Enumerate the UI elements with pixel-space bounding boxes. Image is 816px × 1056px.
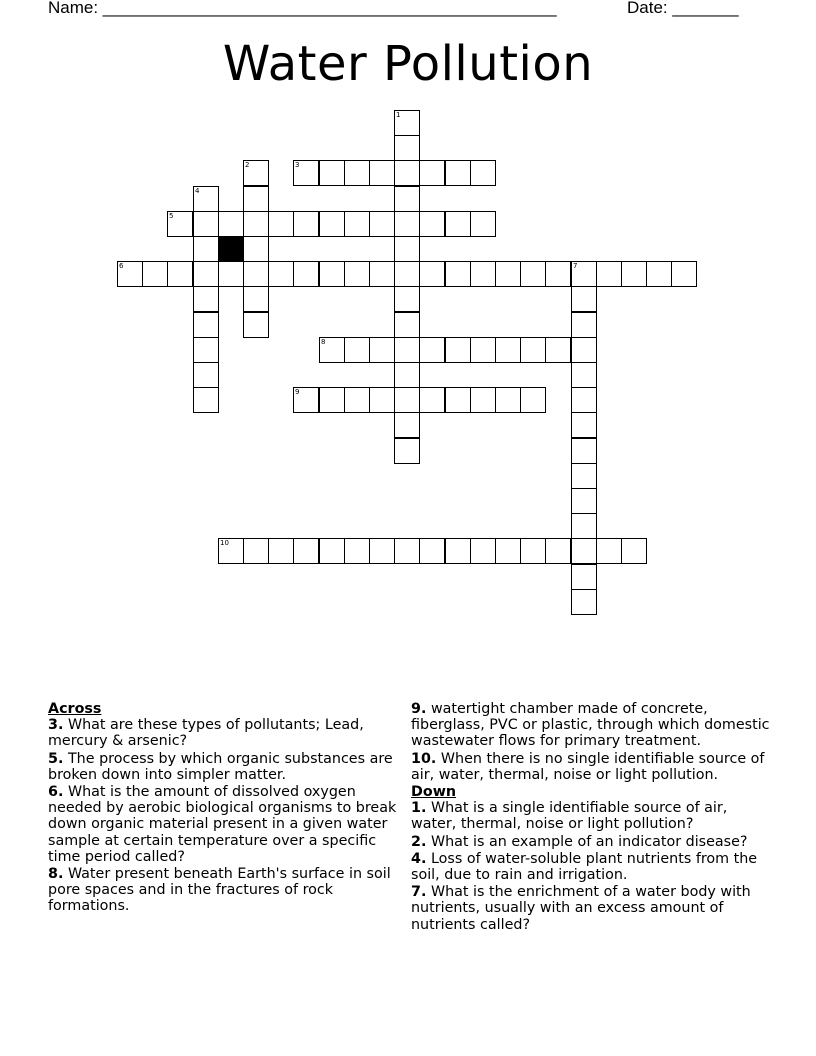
grid-cell[interactable] [394,160,420,186]
grid-cell[interactable] [470,211,496,237]
across-clue-10 [411,751,776,783]
cell-number: 10 [220,539,229,547]
clue-number: 2. [411,833,427,850]
grid-cell[interactable] [621,261,647,287]
grid-cell[interactable] [520,261,546,287]
grid-cell[interactable] [495,538,521,564]
grid-cell[interactable] [571,589,597,615]
grid-cell[interactable] [167,211,193,237]
puzzle-title: Water Pollution [222,36,594,92]
grid-cell[interactable] [369,261,395,287]
grid-cell[interactable] [495,387,521,413]
clue-text: What is an example of an indicator disease? [430,833,748,850]
grid-cell[interactable] [293,160,319,186]
grid-cell[interactable] [571,387,597,413]
grid-cell[interactable] [445,261,471,287]
grid-cell[interactable] [319,160,345,186]
clue-number: 5. [48,750,64,767]
grid-cell[interactable] [268,211,294,237]
grid-cell[interactable] [268,261,294,287]
grid-cell[interactable] [218,211,244,237]
grid-cell[interactable] [344,160,370,186]
grid-cell[interactable] [394,438,420,464]
grid-cell[interactable] [369,211,395,237]
grid-cell[interactable] [293,261,319,287]
clue-text: watertight chamber made of concrete, fiberglass, PVC or plastic, through which domestic wastewater flows for primary treatment. [411,701,770,750]
grid-cell[interactable] [193,362,219,388]
grid-cell[interactable] [268,538,294,564]
clue-text: What is the amount of dissolved oxygen needed by aerobic biological organisms to break down organic material present in a given water sample at certain temperature over a specific time period called? [48,784,397,865]
cell-number: 4 [195,187,200,195]
grid-cell[interactable] [571,362,597,388]
grid-cell[interactable] [394,236,420,262]
clue-text: What is a single identifiable source of air, water, thermal, noise or light pollution? [411,800,728,833]
cell-number: 6 [119,262,124,270]
grid-cell[interactable] [445,160,471,186]
grid-cell[interactable] [243,186,269,212]
grid-cell[interactable] [545,538,571,564]
grid-cell[interactable] [218,538,244,564]
cell-number: 5 [169,212,174,220]
grid-cell[interactable] [520,337,546,363]
grid-cell[interactable] [193,261,219,287]
grid-cell[interactable] [319,211,345,237]
down-heading: Down [411,784,457,801]
grid-cell[interactable] [193,312,219,338]
clue-text: What is the enrichment of a water body with nutrients, usually with an excess amount of nutrients called? [411,884,751,933]
grid-cell[interactable] [243,160,269,186]
grid-cell[interactable] [419,337,445,363]
clues-column-right [411,701,776,934]
grid-cell[interactable] [419,387,445,413]
grid-cell[interactable] [394,362,420,388]
grid-cell[interactable] [470,538,496,564]
grid-cell[interactable] [596,261,622,287]
grid-cell[interactable] [117,261,143,287]
down-clue-2 [411,834,776,850]
grid-cell[interactable] [319,538,345,564]
grid-cell[interactable] [394,538,420,564]
grid-cell[interactable] [470,337,496,363]
grid-cell[interactable] [495,337,521,363]
across-clue-3 [48,717,404,749]
clue-number: 7. [411,884,427,901]
grid-cell[interactable] [470,160,496,186]
cell-number: 9 [295,388,300,396]
grid-cell[interactable] [445,211,471,237]
grid-cell[interactable] [445,538,471,564]
grid-cell[interactable] [243,211,269,237]
grid-cell[interactable] [419,538,445,564]
grid-cell[interactable] [394,412,420,438]
grid-cell[interactable] [394,186,420,212]
grid-cell[interactable] [369,337,395,363]
grid-cell[interactable] [571,337,597,363]
grid-cell[interactable] [319,387,345,413]
grid-cell[interactable] [218,261,244,287]
grid-cell[interactable] [571,412,597,438]
clue-number: 1. [411,800,427,817]
grid-cell[interactable] [571,312,597,338]
grid-cell[interactable] [596,538,622,564]
grid-cell[interactable] [193,211,219,237]
grid-cell[interactable] [445,337,471,363]
grid-cell[interactable] [445,387,471,413]
clue-text: What are these types of pollutants; Lead, mercury & arsenic? [48,717,364,750]
grid-cell[interactable] [344,261,370,287]
cell-number: 3 [295,161,300,169]
grid-cell[interactable] [571,538,597,564]
clue-text: Loss of water-soluble plant nutrients from the soil, due to rain and irrigation. [411,850,758,884]
clue-number: 4. [411,850,427,867]
clues-column-left [48,701,404,916]
grid-cell[interactable] [243,538,269,564]
grid-cell[interactable] [344,538,370,564]
date-field[interactable]: Date: _______ [627,0,739,17]
grid-cell[interactable] [344,387,370,413]
grid-cell[interactable] [419,160,445,186]
grid-cell[interactable] [571,463,597,489]
grid-cell[interactable] [571,261,597,287]
grid-cell[interactable] [571,564,597,590]
grid-cell[interactable] [293,538,319,564]
clue-number: 10. [411,750,437,767]
grid-cell[interactable] [520,538,546,564]
grid-cell[interactable] [621,538,647,564]
across-heading: Across [48,701,102,717]
grid-cell[interactable] [243,261,269,287]
clue-number: 6. [48,784,64,801]
grid-cell[interactable] [470,387,496,413]
down-clue-7 [411,884,776,933]
across-clue-9 [411,701,776,750]
grid-cell[interactable] [671,261,697,287]
clue-number: 8. [48,866,64,883]
cell-number: 2 [245,161,250,169]
grid-cell[interactable] [571,286,597,312]
down-clue-1 [411,800,776,832]
grid-cell[interactable] [394,286,420,312]
grid-cell[interactable] [470,261,496,287]
grid-cell[interactable] [369,538,395,564]
grid-cell[interactable] [193,236,219,262]
name-field[interactable]: Name: ________________________________________________ [48,0,557,17]
grid-cell[interactable] [394,387,420,413]
grid-cell[interactable] [193,186,219,212]
grid-cell[interactable] [419,261,445,287]
grid-cell[interactable] [394,211,420,237]
clue-text: Water present beneath Earth's surface in soil pore spaces and in the fractures of rock formations. [48,866,391,915]
grid-cell[interactable] [520,387,546,413]
grid-cell[interactable] [419,211,445,237]
grid-cell[interactable] [193,286,219,312]
grid-cell[interactable] [571,488,597,514]
grid-cell[interactable] [142,261,168,287]
grid-cell[interactable] [293,387,319,413]
grid-cell[interactable] [646,261,672,287]
clue-text: The process by which organic substances are broken down into simpler matter. [48,750,393,783]
grid-cell[interactable] [571,513,597,539]
grid-cell[interactable] [243,312,269,338]
across-clue-8 [48,866,404,915]
grid-cell[interactable] [193,337,219,363]
grid-cell[interactable] [293,211,319,237]
cell-number: 7 [573,262,578,270]
grid-cell[interactable] [243,286,269,312]
across-clue-6 [48,784,404,865]
across-clue-5 [48,751,404,783]
clue-number: 9. [411,701,427,717]
cell-number: 1 [396,111,401,119]
cell-number: 8 [321,338,326,346]
grid-cell[interactable] [394,337,420,363]
grid-cell[interactable] [394,135,420,161]
grid-cell[interactable] [193,387,219,413]
grid-cell[interactable] [571,438,597,464]
grid-cell[interactable] [394,110,420,136]
grid-cell[interactable] [344,337,370,363]
grid-cell[interactable] [369,160,395,186]
grid-cell[interactable] [243,236,269,262]
grid-cell[interactable] [319,337,345,363]
grid-cell[interactable] [545,261,571,287]
black-square [218,236,244,262]
grid-cell[interactable] [394,261,420,287]
grid-cell[interactable] [344,211,370,237]
grid-cell[interactable] [495,261,521,287]
grid-cell[interactable] [319,261,345,287]
grid-cell[interactable] [369,387,395,413]
down-clue-4 [411,851,776,883]
clue-text: When there is no single identifiable source of air, water, thermal, noise or light pollution. [411,750,765,783]
grid-cell[interactable] [394,312,420,338]
grid-cell[interactable] [545,337,571,363]
grid-cell[interactable] [167,261,193,287]
clue-number: 3. [48,717,64,734]
